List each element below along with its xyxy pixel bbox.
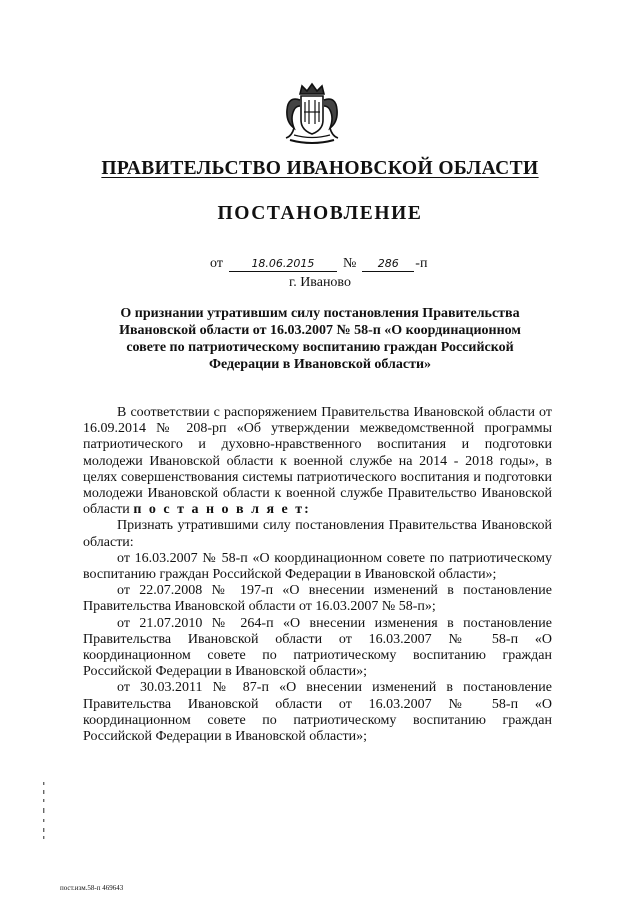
date-number-line [210, 256, 427, 272]
document-subject: О признании утратившим силу постановления Правительства Ивановской области от 16.03.2007 № 58-п «О координационном совете по патриотическому воспитанию граждан Российской Федерации в Ивановской области» [119, 306, 521, 372]
list-item: от 21.07.2010 № 264-п «О внесении изменения в постановление Правительства Ивановской области от 16.03.2007 № 58-п «О координационном совете по патриотическому воспитанию граждан Российской Федерации в Ивановской области»; [83, 615, 552, 680]
preamble-paragraph [83, 405, 552, 518]
number-suffix: -п [415, 256, 428, 271]
list-item: от 16.03.2007 № 58-п «О координационном совете по патриотическому воспитанию граждан Российской Федерации в Ивановской области»; [83, 550, 552, 583]
number-sign: № [342, 256, 357, 271]
document-body [83, 405, 552, 745]
document-date: 18.06.2015 [229, 257, 337, 272]
date-from-label: от [210, 256, 223, 271]
footer-document-code: пост.изм.58-п 469643 [60, 884, 124, 892]
ivanovo-coat-of-arms-icon [282, 82, 342, 146]
organization-title: ПРАВИТЕЛЬСТВО ИВАНОВСКОЙ ОБЛАСТИ [101, 158, 539, 179]
preamble-text: В соответствии с распоряжением Правительства Ивановской области от 16.09.2014 № 208-рп «Об утверждении межведомственной программы патриотического и духовно-нравственного воспитания и подготовки молодежи Ивановской области к военной службе на 2014 - 2018 годы», в целях совершенствования системы патриотического воспитания и подготовки молодежи Ивановской области к военной службе Правительство Ивановской области [83, 405, 552, 518]
list-item: от 22.07.2008 № 197-п «О внесении изменений в постановление Правительства Ивановской области от 16.03.2007 № 58-п»; [83, 583, 552, 615]
document-type-heading: ПОСТАНОВЛЕНИЕ [217, 203, 423, 224]
issue-city: г. Иваново [289, 275, 351, 290]
margin-scan-mark [42, 782, 46, 840]
document-number: 286 [362, 257, 414, 272]
decree-word: п о с т а н о в л я е т: [133, 502, 311, 518]
list-item: от 30.03.2011 № 87-п «О внесении изменений в постановление Правительства Ивановской области от 16.03.2007 № 58-п «О координационном совете по патриотическому воспитанию граждан Российской Федерации в Ивановской области»; [83, 680, 552, 745]
item-intro: Признать утратившими силу постановления Правительства Ивановской области: [83, 518, 552, 550]
